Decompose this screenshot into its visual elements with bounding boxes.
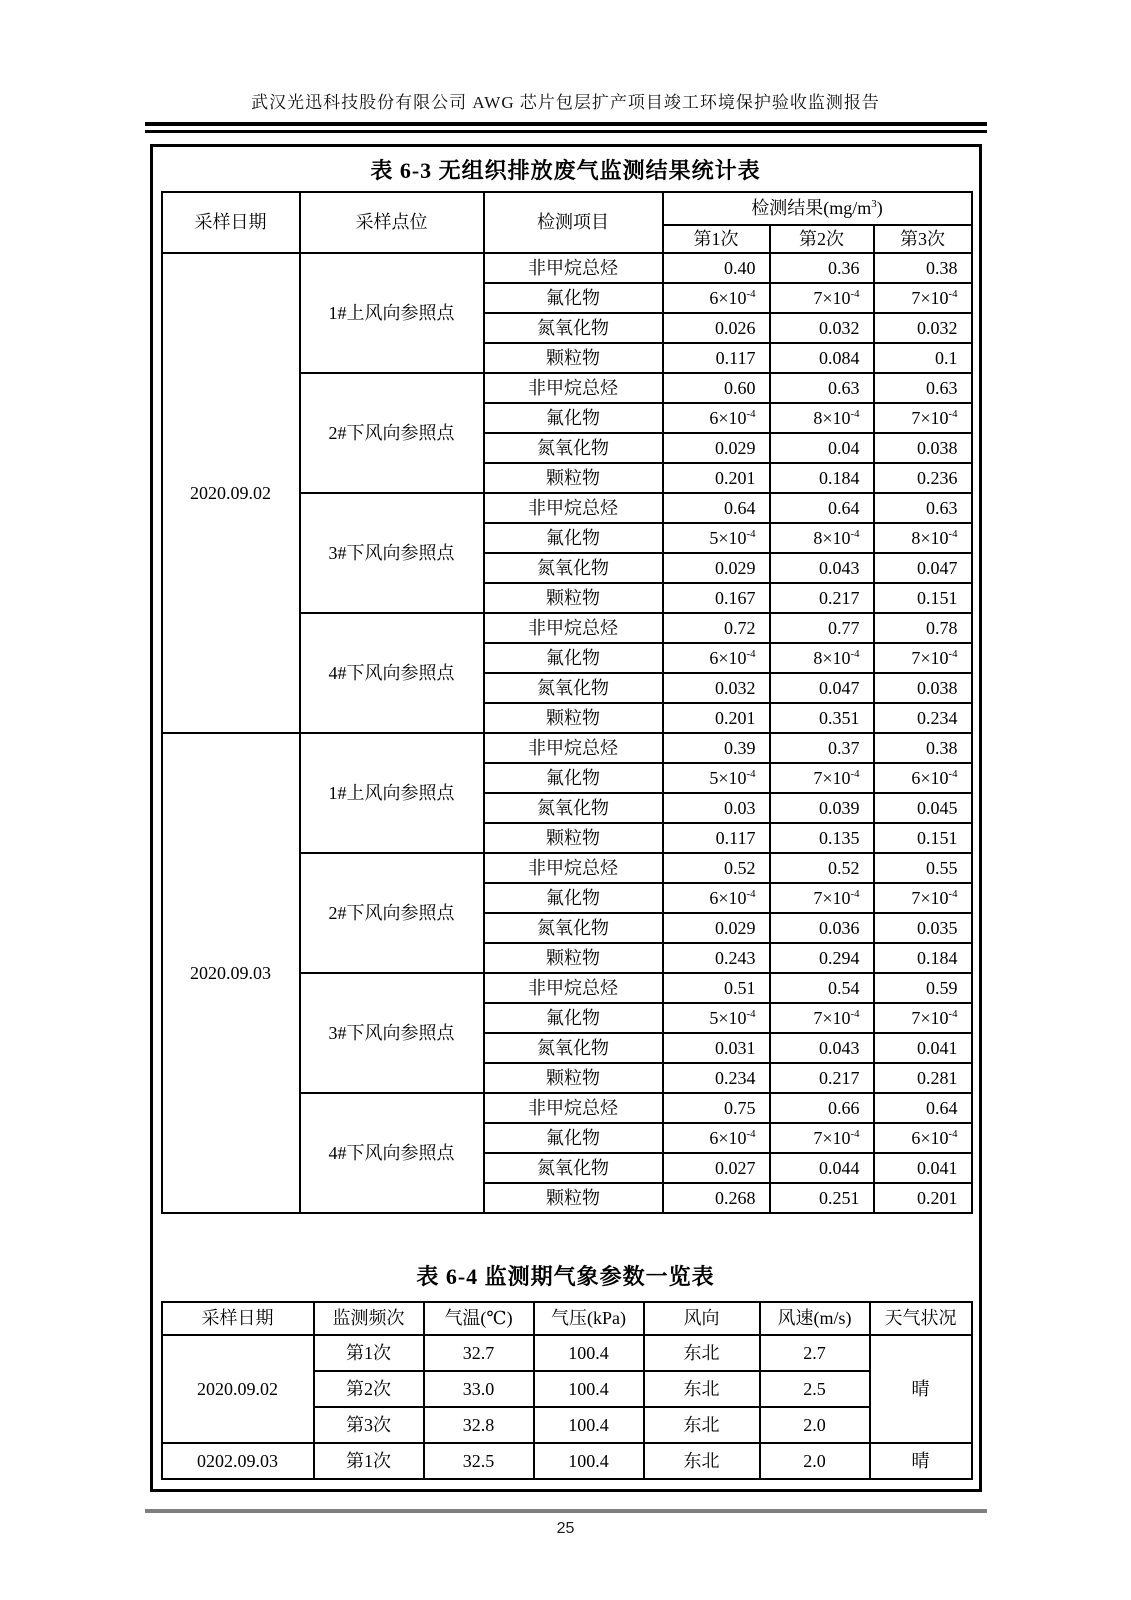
col-header-sampling-date: 采样日期 — [162, 192, 300, 253]
result-value-cell: 0.047 — [874, 553, 972, 583]
result-value-cell: 0.041 — [874, 1153, 972, 1183]
result-value-cell: $7\times 10^{-4}$ — [874, 883, 972, 913]
result-value-cell: 0.251 — [770, 1183, 874, 1213]
result-value-cell: $7\times 10^{-4}$ — [770, 1123, 874, 1153]
result-value-cell: 0.044 — [770, 1153, 874, 1183]
sampling-date-cell: 2020.09.02 — [162, 253, 300, 733]
result-value-cell: 0.268 — [663, 1183, 770, 1213]
result-value-cell: $8\times 10^{-4}$ — [770, 403, 874, 433]
result-value-cell: 0.03 — [663, 793, 770, 823]
pressure-cell: 100.4 — [534, 1335, 644, 1371]
test-item-cell: 非甲烷总烃 — [484, 973, 663, 1003]
test-item-cell: 颗粒物 — [484, 583, 663, 613]
result-value-cell: $8\times 10^{-4}$ — [770, 523, 874, 553]
result-value-cell: 0.37 — [770, 733, 874, 763]
test-item-cell: 非甲烷总烃 — [484, 253, 663, 283]
emissions-results-table — [161, 191, 973, 1214]
result-value-cell: $6\times 10^{-4}$ — [663, 1123, 770, 1153]
test-item-cell: 非甲烷总烃 — [484, 853, 663, 883]
pressure-cell: 100.4 — [534, 1443, 644, 1479]
sampling-point-cell: 4#下风向参照点 — [300, 1093, 484, 1213]
wind-speed-cell: 2.5 — [760, 1371, 870, 1407]
pressure-cell: 100.4 — [534, 1371, 644, 1407]
result-value-cell: $7\times 10^{-4}$ — [874, 1003, 972, 1033]
sampling-point-cell: 1#上风向参照点 — [300, 733, 484, 853]
test-item-cell: 氟化物 — [484, 1123, 663, 1153]
result-value-cell: 0.038 — [874, 433, 972, 463]
test-item-cell: 氮氧化物 — [484, 433, 663, 463]
result-value-cell: 0.151 — [874, 583, 972, 613]
result-value-cell: 0.043 — [770, 1033, 874, 1063]
result-value-cell: 0.032 — [770, 313, 874, 343]
result-value-cell: 0.029 — [663, 433, 770, 463]
weather-parameters-table — [161, 1301, 973, 1480]
result-value-cell: 0.039 — [770, 793, 874, 823]
result-value-cell: $6\times 10^{-4}$ — [663, 283, 770, 313]
result-value-cell: $7\times 10^{-4}$ — [770, 763, 874, 793]
table-header-row — [162, 192, 972, 225]
result-value-cell: 0.031 — [663, 1033, 770, 1063]
result-value-cell: 0.201 — [663, 703, 770, 733]
result-value-cell: 0.029 — [663, 913, 770, 943]
run-cell: 第1次 — [314, 1443, 424, 1479]
result-value-cell: $8\times 10^{-4}$ — [874, 523, 972, 553]
test-item-cell: 颗粒物 — [484, 823, 663, 853]
sampling-point-cell: 3#下风向参照点 — [300, 973, 484, 1093]
test-item-cell: 氮氧化物 — [484, 1033, 663, 1063]
test-item-cell: 颗粒物 — [484, 943, 663, 973]
result-value-cell: $5\times 10^{-4}$ — [663, 763, 770, 793]
test-item-cell: 氮氧化物 — [484, 673, 663, 703]
sampling-point-cell: 3#下风向参照点 — [300, 493, 484, 613]
test-item-cell: 非甲烷总烃 — [484, 493, 663, 523]
sampling-point-cell: 2#下风向参照点 — [300, 373, 484, 493]
test-item-cell: 氟化物 — [484, 283, 663, 313]
result-value-cell: 0.54 — [770, 973, 874, 1003]
table-header-row — [162, 1302, 972, 1335]
page-number: 25 — [556, 1520, 575, 1537]
result-value-cell: 0.184 — [770, 463, 874, 493]
test-item-cell: 颗粒物 — [484, 1063, 663, 1093]
table-row — [162, 1443, 972, 1479]
wind-speed-cell: 2.7 — [760, 1335, 870, 1371]
col-header-sampling-point: 采样点位 — [300, 192, 484, 253]
test-item-cell: 氮氧化物 — [484, 793, 663, 823]
table-row — [162, 253, 972, 283]
result-value-cell: 0.234 — [663, 1063, 770, 1093]
wind-direction-cell: 东北 — [644, 1407, 760, 1443]
result-value-cell: 0.63 — [874, 493, 972, 523]
result-value-cell: 0.045 — [874, 793, 972, 823]
document-header-title: 武汉光迅科技股份有限公司 AWG 芯片包层扩产项目竣工环境保护验收监测报告 — [251, 93, 880, 112]
test-item-cell: 氟化物 — [484, 1003, 663, 1033]
result-value-cell: 0.217 — [770, 583, 874, 613]
wind-direction-cell: 东北 — [644, 1443, 760, 1479]
col-header-run-2: 第2次 — [770, 225, 874, 253]
wind-direction-cell: 东北 — [644, 1371, 760, 1407]
result-value-cell: $5\times 10^{-4}$ — [663, 523, 770, 553]
result-value-cell: $7\times 10^{-4}$ — [770, 1003, 874, 1033]
result-value-cell: $5\times 10^{-4}$ — [663, 1003, 770, 1033]
col-header-0: 采样日期 — [162, 1302, 314, 1335]
result-value-cell: 0.78 — [874, 613, 972, 643]
temperature-cell: 32.8 — [424, 1407, 534, 1443]
weather-cell: 晴 — [870, 1335, 972, 1443]
result-value-cell: 0.038 — [874, 673, 972, 703]
col-header-run-3: 第3次 — [874, 225, 972, 253]
result-value-cell: 0.294 — [770, 943, 874, 973]
result-value-cell: 0.63 — [770, 373, 874, 403]
pressure-cell: 100.4 — [534, 1407, 644, 1443]
run-cell: 第2次 — [314, 1371, 424, 1407]
result-value-cell: 0.52 — [663, 853, 770, 883]
result-value-cell: 0.38 — [874, 733, 972, 763]
wind-speed-cell: 2.0 — [760, 1407, 870, 1443]
sampling-point-cell: 1#上风向参照点 — [300, 253, 484, 373]
result-value-cell: 0.1 — [874, 343, 972, 373]
weather-cell: 晴 — [870, 1443, 972, 1479]
content-frame — [150, 144, 982, 1492]
result-value-cell: $8\times 10^{-4}$ — [770, 643, 874, 673]
test-item-cell: 颗粒物 — [484, 703, 663, 733]
result-value-cell: 0.39 — [663, 733, 770, 763]
col-header-1: 监测频次 — [314, 1302, 424, 1335]
result-value-cell: 0.027 — [663, 1153, 770, 1183]
test-item-cell: 氟化物 — [484, 523, 663, 553]
result-value-cell: 0.036 — [770, 913, 874, 943]
result-value-cell: 0.201 — [663, 463, 770, 493]
result-value-cell: 0.77 — [770, 613, 874, 643]
result-value-cell: 0.38 — [874, 253, 972, 283]
result-value-cell: 0.281 — [874, 1063, 972, 1093]
result-value-cell: 0.117 — [663, 823, 770, 853]
result-value-cell: 0.047 — [770, 673, 874, 703]
temperature-cell: 33.0 — [424, 1371, 534, 1407]
result-value-cell: 0.72 — [663, 613, 770, 643]
col-header-4: 风向 — [644, 1302, 760, 1335]
result-value-cell: 0.52 — [770, 853, 874, 883]
test-item-cell: 非甲烷总烃 — [484, 373, 663, 403]
result-value-cell: 0.043 — [770, 553, 874, 583]
result-value-cell: 0.117 — [663, 343, 770, 373]
table-row — [162, 1335, 972, 1371]
temperature-cell: 32.5 — [424, 1443, 534, 1479]
result-value-cell: $7\times 10^{-4}$ — [874, 283, 972, 313]
col-header-5: 风速(m/s) — [760, 1302, 870, 1335]
sampling-date-cell: 0202.09.03 — [162, 1443, 314, 1479]
temperature-cell: 32.7 — [424, 1335, 534, 1371]
result-value-cell: 0.351 — [770, 703, 874, 733]
result-value-cell: 0.64 — [770, 493, 874, 523]
test-item-cell: 氮氧化物 — [484, 913, 663, 943]
result-value-cell: 0.63 — [874, 373, 972, 403]
result-value-cell: 0.041 — [874, 1033, 972, 1063]
result-value-cell: 0.217 — [770, 1063, 874, 1093]
result-value-cell: 0.04 — [770, 433, 874, 463]
test-item-cell: 颗粒物 — [484, 343, 663, 373]
result-value-cell: 0.75 — [663, 1093, 770, 1123]
result-value-cell: $6\times 10^{-4}$ — [663, 643, 770, 673]
test-item-cell: 非甲烷总烃 — [484, 1093, 663, 1123]
sampling-date-cell: 2020.09.02 — [162, 1335, 314, 1443]
result-value-cell: 0.51 — [663, 973, 770, 1003]
test-item-cell: 非甲烷总烃 — [484, 733, 663, 763]
run-cell: 第1次 — [314, 1335, 424, 1371]
test-item-cell: 颗粒物 — [484, 1183, 663, 1213]
col-header-2: 气温(℃) — [424, 1302, 534, 1335]
result-value-cell: 0.151 — [874, 823, 972, 853]
result-value-cell: 0.60 — [663, 373, 770, 403]
col-header-6: 天气状况 — [870, 1302, 972, 1335]
result-value-cell: 0.36 — [770, 253, 874, 283]
wind-direction-cell: 东北 — [644, 1335, 760, 1371]
sampling-point-cell: 4#下风向参照点 — [300, 613, 484, 733]
result-value-cell: 0.243 — [663, 943, 770, 973]
result-value-cell: 0.032 — [874, 313, 972, 343]
result-value-cell: 0.236 — [874, 463, 972, 493]
result-value-cell: $6\times 10^{-4}$ — [663, 403, 770, 433]
col-header-3: 气压(kPa) — [534, 1302, 644, 1335]
result-value-cell: 0.029 — [663, 553, 770, 583]
table-row — [162, 733, 972, 763]
test-item-cell: 氟化物 — [484, 883, 663, 913]
table1-title: 表 6-3 无组织排放废气监测结果统计表 — [370, 158, 761, 183]
test-item-cell: 氟化物 — [484, 643, 663, 673]
test-item-cell: 颗粒物 — [484, 463, 663, 493]
header-double-rule — [145, 122, 987, 133]
test-item-cell: 氮氧化物 — [484, 1153, 663, 1183]
result-value-cell: $7\times 10^{-4}$ — [770, 883, 874, 913]
result-value-cell: 0.64 — [663, 493, 770, 523]
col-header-result-group: 检测结果$(mg/m^3)$ — [663, 192, 972, 225]
test-item-cell: 氟化物 — [484, 403, 663, 433]
test-item-cell: 非甲烷总烃 — [484, 613, 663, 643]
sampling-date-cell: 2020.09.03 — [162, 733, 300, 1213]
result-value-cell: $6\times 10^{-4}$ — [874, 1123, 972, 1153]
footer-rule — [145, 1509, 987, 1513]
sampling-point-cell: 2#下风向参照点 — [300, 853, 484, 973]
result-value-cell: 0.084 — [770, 343, 874, 373]
result-value-cell: 0.167 — [663, 583, 770, 613]
result-value-cell: 0.135 — [770, 823, 874, 853]
result-value-cell: $6\times 10^{-4}$ — [663, 883, 770, 913]
run-cell: 第3次 — [314, 1407, 424, 1443]
result-value-cell: 0.032 — [663, 673, 770, 703]
result-value-cell: 0.201 — [874, 1183, 972, 1213]
result-value-cell: $6\times 10^{-4}$ — [874, 763, 972, 793]
test-item-cell: 氮氧化物 — [484, 553, 663, 583]
result-value-cell: 0.035 — [874, 913, 972, 943]
table2-title: 表 6-4 监测期气象参数一览表 — [416, 1264, 715, 1289]
test-item-cell: 氟化物 — [484, 763, 663, 793]
result-value-cell: 0.59 — [874, 973, 972, 1003]
result-value-cell: 0.026 — [663, 313, 770, 343]
result-value-cell: 0.55 — [874, 853, 972, 883]
result-value-cell: $7\times 10^{-4}$ — [874, 403, 972, 433]
result-value-cell: 0.66 — [770, 1093, 874, 1123]
col-header-test-item: 检测项目 — [484, 192, 663, 253]
test-item-cell: 氮氧化物 — [484, 313, 663, 343]
result-value-cell: $7\times 10^{-4}$ — [874, 643, 972, 673]
wind-speed-cell: 2.0 — [760, 1443, 870, 1479]
result-value-cell: 0.234 — [874, 703, 972, 733]
col-header-run-1: 第1次 — [663, 225, 770, 253]
result-value-cell: $7\times 10^{-4}$ — [770, 283, 874, 313]
result-value-cell: 0.64 — [874, 1093, 972, 1123]
result-value-cell: 0.40 — [663, 253, 770, 283]
result-value-cell: 0.184 — [874, 943, 972, 973]
